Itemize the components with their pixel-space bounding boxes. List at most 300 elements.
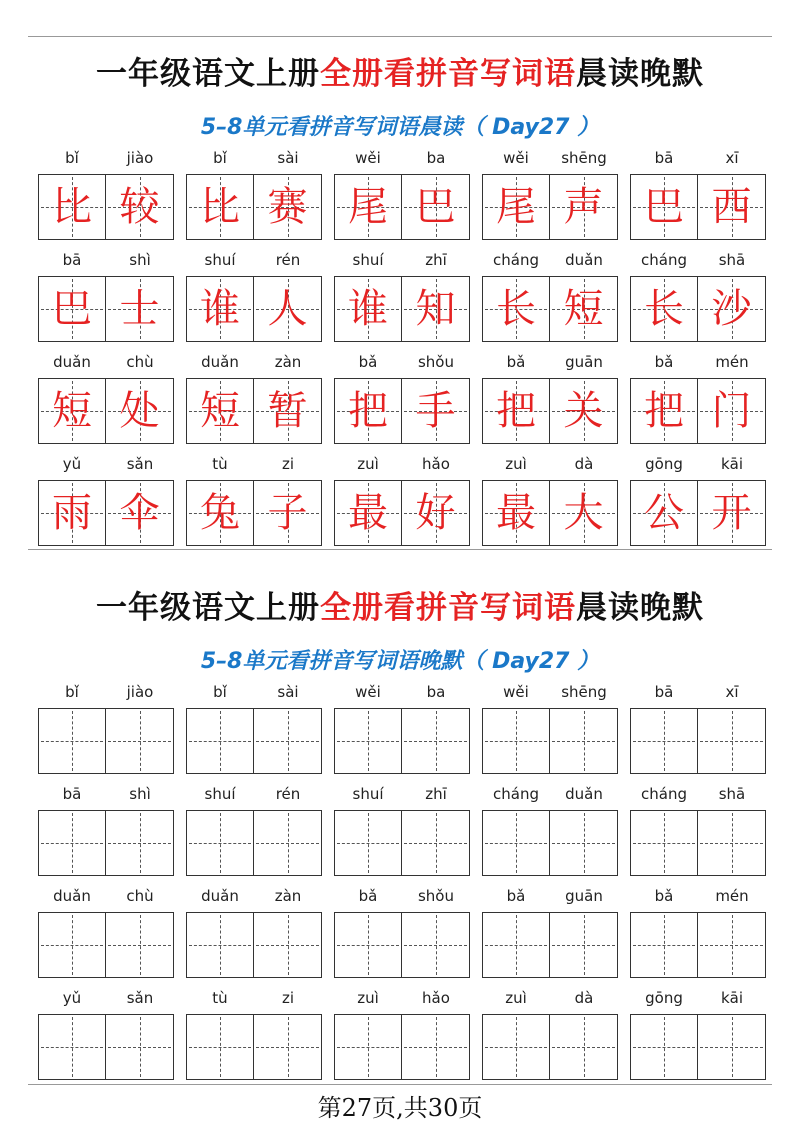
word-cell (334, 988, 470, 1090)
character-box (105, 378, 174, 444)
writing-box[interactable] (334, 810, 402, 876)
guide-line-vertical (220, 711, 221, 771)
pinyin-label: zuì (505, 455, 527, 473)
writing-box[interactable] (549, 810, 618, 876)
character-box (482, 480, 550, 546)
writing-box[interactable] (334, 912, 402, 978)
word-cell (482, 454, 618, 556)
writing-box[interactable] (253, 912, 322, 978)
character-box (186, 174, 254, 240)
hanzi-character: 门 (711, 388, 752, 434)
title-part-2: 晨读晚默 (576, 56, 704, 92)
guide-line-vertical (288, 1017, 289, 1077)
writing-box[interactable] (334, 708, 402, 774)
word-cell (38, 784, 174, 886)
character-box (38, 480, 106, 546)
pinyin-label: gōng (645, 989, 683, 1007)
pinyin-label: bǎ (654, 887, 674, 905)
guide-line-vertical (436, 1017, 437, 1077)
pinyin-label: shuí (352, 785, 384, 803)
hanzi-character: 声 (563, 184, 604, 230)
pinyin-label: bǐ (65, 149, 79, 167)
hanzi-character: 公 (644, 490, 684, 536)
pinyin-label: zàn (274, 887, 302, 905)
writing-box[interactable] (630, 810, 698, 876)
guide-line-vertical (220, 1017, 221, 1077)
word-cell (630, 886, 766, 988)
character-box (334, 378, 402, 444)
word-cell (334, 148, 470, 250)
pinyin-label: ba (426, 683, 446, 701)
hanzi-character: 大 (563, 490, 604, 536)
character-box (482, 276, 550, 342)
pinyin-label: tù (212, 989, 228, 1007)
guide-line-vertical (368, 1017, 369, 1077)
guide-line-vertical (584, 813, 585, 873)
hanzi-character: 长 (496, 286, 536, 332)
word-cell (482, 250, 618, 352)
page-number: 第27页,共30页 (317, 1094, 483, 1122)
writing-box[interactable] (105, 1014, 174, 1080)
writing-box[interactable] (401, 708, 470, 774)
writing-box[interactable] (482, 912, 550, 978)
pinyin-label: shuí (204, 251, 236, 269)
hanzi-character: 巴 (644, 184, 684, 230)
hanzi-character: 开 (711, 490, 752, 536)
word-cell (186, 148, 322, 250)
word-cell (38, 352, 174, 454)
writing-box[interactable] (186, 708, 254, 774)
word-cell (482, 784, 618, 886)
hanzi-character: 把 (496, 388, 536, 434)
writing-box[interactable] (105, 810, 174, 876)
word-cell (186, 988, 322, 1090)
writing-box[interactable] (38, 708, 106, 774)
pinyin-label: rén (275, 251, 301, 269)
guide-line-vertical (72, 711, 73, 771)
pinyin-label: kāi (720, 989, 744, 1007)
writing-box[interactable] (549, 912, 618, 978)
guide-line-vertical (220, 813, 221, 873)
guide-line-vertical (140, 711, 141, 771)
writing-box[interactable] (401, 810, 470, 876)
pinyin-label: zuì (505, 989, 527, 1007)
writing-box[interactable] (253, 1014, 322, 1080)
word-cell (630, 250, 766, 352)
character-box (630, 378, 698, 444)
pinyin-label: bǎ (506, 887, 526, 905)
section-subtitle: 5–8单元看拼音写词语晨读（ Day27 ） (200, 115, 600, 140)
pinyin-label: shuí (204, 785, 236, 803)
pinyin-label: bā (62, 251, 82, 269)
word-cell (38, 250, 174, 352)
character-box (105, 276, 174, 342)
word-cell (38, 454, 174, 556)
pinyin-label: gōng (645, 455, 683, 473)
pinyin-label: shā (718, 251, 746, 269)
writing-box[interactable] (697, 810, 766, 876)
word-cell (630, 352, 766, 454)
character-box (38, 276, 106, 342)
hanzi-character: 手 (415, 388, 456, 434)
pinyin-label: wěi (355, 683, 381, 701)
pinyin-label: kāi (720, 455, 744, 473)
guide-line-vertical (732, 915, 733, 975)
writing-box[interactable] (697, 708, 766, 774)
pinyin-label: guān (565, 353, 603, 371)
hanzi-character: 把 (644, 388, 684, 434)
pinyin-label: zhī (425, 251, 447, 269)
guide-line-vertical (140, 915, 141, 975)
character-box (105, 174, 174, 240)
pinyin-label: zhī (425, 785, 447, 803)
character-box (253, 174, 322, 240)
word-cell (186, 784, 322, 886)
hanzi-character: 尾 (496, 184, 536, 230)
writing-box[interactable] (253, 708, 322, 774)
character-box (186, 378, 254, 444)
hanzi-character: 长 (644, 286, 684, 332)
hanzi-character: 西 (711, 184, 752, 230)
guide-line-vertical (368, 711, 369, 771)
pinyin-label: dà (574, 455, 594, 473)
guide-line-vertical (732, 813, 733, 873)
writing-box[interactable] (38, 1014, 106, 1080)
word-cell (38, 148, 174, 250)
word-cell (482, 148, 618, 250)
writing-box[interactable] (482, 708, 550, 774)
character-box (401, 276, 470, 342)
pinyin-label: zàn (274, 353, 302, 371)
pinyin-label: bā (654, 683, 674, 701)
pinyin-label: chù (126, 353, 154, 371)
pinyin-label: guān (565, 887, 603, 905)
morning-reading-section (0, 0, 800, 548)
word-cell (482, 352, 618, 454)
guide-line-vertical (368, 915, 369, 975)
hanzi-character: 尾 (348, 184, 388, 230)
guide-line-vertical (436, 711, 437, 771)
word-cell (186, 886, 322, 988)
word-cell (630, 682, 766, 784)
pinyin-label: shì (129, 251, 151, 269)
pinyin-label: bǎ (358, 353, 378, 371)
pinyin-label: duǎn (565, 785, 603, 803)
guide-line-vertical (732, 711, 733, 771)
hanzi-character: 最 (496, 490, 536, 536)
title-highlight: 全册看拼音写词语 (320, 590, 576, 626)
word-row (0, 988, 800, 1090)
word-cell (334, 454, 470, 556)
writing-box[interactable] (186, 810, 254, 876)
pinyin-label: jiào (126, 683, 154, 701)
writing-box[interactable] (630, 708, 698, 774)
page-title (0, 48, 800, 93)
pinyin-label: yǔ (62, 989, 82, 1007)
character-box (630, 174, 698, 240)
character-box (401, 378, 470, 444)
title-part-1: 一年级语文上册 (96, 56, 320, 92)
guide-line-vertical (516, 915, 517, 975)
pinyin-label: shǒu (417, 887, 454, 905)
character-box (482, 174, 550, 240)
guide-line-vertical (584, 711, 585, 771)
hanzi-character: 伞 (119, 490, 160, 536)
hanzi-character: 谁 (200, 286, 240, 332)
hanzi-character: 把 (348, 388, 388, 434)
pinyin-label: hǎo (422, 989, 450, 1007)
word-cell (482, 682, 618, 784)
word-cell (630, 454, 766, 556)
character-box (334, 276, 402, 342)
hanzi-character: 最 (348, 490, 388, 536)
writing-box[interactable] (105, 708, 174, 774)
word-row (0, 454, 800, 556)
guide-line-vertical (220, 915, 221, 975)
guide-line-vertical (664, 813, 665, 873)
pinyin-label: bǐ (213, 683, 227, 701)
pinyin-label: dà (574, 989, 594, 1007)
character-box (630, 276, 698, 342)
word-cell (334, 784, 470, 886)
pinyin-label: duǎn (53, 887, 91, 905)
pinyin-label: duǎn (201, 353, 239, 371)
pinyin-label: rén (275, 785, 301, 803)
hanzi-character: 兔 (200, 490, 240, 536)
pinyin-label: zuì (357, 455, 379, 473)
writing-box[interactable] (630, 912, 698, 978)
character-box (401, 174, 470, 240)
guide-line-vertical (72, 1017, 73, 1077)
pinyin-label: hǎo (422, 455, 450, 473)
word-row (0, 784, 800, 886)
pinyin-label: shǒu (417, 353, 454, 371)
writing-box[interactable] (482, 1014, 550, 1080)
writing-box[interactable] (186, 1014, 254, 1080)
character-box (334, 480, 402, 546)
pinyin-label: cháng (493, 785, 539, 803)
pinyin-label: xī (725, 149, 739, 167)
pinyin-label: mén (715, 353, 749, 371)
hanzi-character: 关 (563, 388, 604, 434)
hanzi-character: 短 (563, 286, 604, 332)
pinyin-label: cháng (641, 785, 687, 803)
character-box (549, 276, 618, 342)
writing-box[interactable] (105, 912, 174, 978)
title-part-2: 晨读晚默 (576, 590, 704, 626)
character-box (630, 480, 698, 546)
guide-line-vertical (664, 711, 665, 771)
guide-line-vertical (288, 915, 289, 975)
guide-line-vertical (436, 813, 437, 873)
title-highlight: 全册看拼音写词语 (320, 56, 576, 92)
pinyin-label: zuì (357, 989, 379, 1007)
character-box (253, 378, 322, 444)
section-subtitle: 5–8单元看拼音写词语晚默（ Day27 ） (200, 649, 600, 674)
bottom-rule (28, 1084, 772, 1085)
pinyin-label: shēng (561, 683, 607, 701)
evening-dictation-section (0, 560, 800, 1080)
guide-line-vertical (516, 711, 517, 771)
character-box (482, 378, 550, 444)
character-box (697, 378, 766, 444)
word-cell (38, 682, 174, 784)
pinyin-label: shā (718, 785, 746, 803)
hanzi-character: 处 (119, 388, 160, 434)
pinyin-label: cháng (493, 251, 539, 269)
character-box (697, 174, 766, 240)
word-cell (38, 886, 174, 988)
character-box (549, 480, 618, 546)
hanzi-character: 雨 (52, 490, 92, 536)
word-cell (482, 886, 618, 988)
pinyin-label: zi (281, 455, 295, 473)
word-cell (186, 250, 322, 352)
pinyin-label: ba (426, 149, 446, 167)
pinyin-label: yǔ (62, 455, 82, 473)
word-cell (186, 352, 322, 454)
word-cell (630, 988, 766, 1090)
guide-line-vertical (288, 813, 289, 873)
pinyin-label: sài (277, 683, 299, 701)
writing-box[interactable] (38, 810, 106, 876)
pinyin-label: duǎn (53, 353, 91, 371)
writing-box[interactable] (697, 912, 766, 978)
pinyin-label: bā (654, 149, 674, 167)
pinyin-label: wěi (355, 149, 381, 167)
pinyin-label: wěi (503, 149, 529, 167)
hanzi-character: 比 (200, 184, 240, 230)
word-row (0, 682, 800, 784)
writing-box[interactable] (401, 912, 470, 978)
writing-box[interactable] (630, 1014, 698, 1080)
word-cell (334, 886, 470, 988)
pinyin-label: sǎn (126, 989, 154, 1007)
writing-box[interactable] (549, 1014, 618, 1080)
character-box (549, 378, 618, 444)
character-box (334, 174, 402, 240)
word-cell (630, 148, 766, 250)
hanzi-character: 巴 (52, 286, 92, 332)
hanzi-character: 短 (52, 388, 92, 434)
hanzi-character: 巴 (415, 184, 456, 230)
character-box (401, 480, 470, 546)
word-cell (482, 988, 618, 1090)
word-cell (186, 682, 322, 784)
pinyin-label: bǐ (65, 683, 79, 701)
hanzi-character: 子 (267, 490, 308, 536)
hanzi-character: 好 (415, 490, 456, 536)
guide-line-vertical (664, 915, 665, 975)
hanzi-character: 暂 (267, 388, 308, 434)
hanzi-character: 短 (200, 388, 240, 434)
character-box (38, 174, 106, 240)
pinyin-label: tù (212, 455, 228, 473)
hanzi-character: 赛 (267, 184, 308, 230)
guide-line-vertical (288, 711, 289, 771)
character-box (186, 276, 254, 342)
hanzi-character: 较 (119, 184, 160, 230)
pinyin-label: duǎn (565, 251, 603, 269)
word-cell (630, 784, 766, 886)
pinyin-label: jiào (126, 149, 154, 167)
pinyin-label: chù (126, 887, 154, 905)
writing-box[interactable] (253, 810, 322, 876)
word-row (0, 886, 800, 988)
pinyin-label: xī (725, 683, 739, 701)
hanzi-character: 士 (119, 286, 160, 332)
writing-box[interactable] (482, 810, 550, 876)
hanzi-character: 沙 (711, 286, 752, 332)
character-box (38, 378, 106, 444)
hanzi-character: 人 (267, 286, 308, 332)
character-box (697, 480, 766, 546)
title-part-1: 一年级语文上册 (96, 590, 320, 626)
pinyin-label: zi (281, 989, 295, 1007)
word-row (0, 352, 800, 454)
character-box (253, 276, 322, 342)
hanzi-character: 比 (52, 184, 92, 230)
guide-line-vertical (368, 813, 369, 873)
writing-box[interactable] (186, 912, 254, 978)
hanzi-character: 知 (415, 286, 456, 332)
guide-line-vertical (72, 813, 73, 873)
pinyin-label: bā (62, 785, 82, 803)
guide-line-vertical (516, 1017, 517, 1077)
guide-line-vertical (584, 1017, 585, 1077)
writing-box[interactable] (697, 1014, 766, 1080)
writing-box[interactable] (38, 912, 106, 978)
pinyin-label: shì (129, 785, 151, 803)
pinyin-label: wěi (503, 683, 529, 701)
guide-line-vertical (436, 915, 437, 975)
guide-line-vertical (72, 915, 73, 975)
guide-line-vertical (516, 813, 517, 873)
guide-line-vertical (140, 813, 141, 873)
writing-box[interactable] (334, 1014, 402, 1080)
guide-line-vertical (664, 1017, 665, 1077)
word-cell (38, 988, 174, 1090)
pinyin-label: sài (277, 149, 299, 167)
pinyin-label: shēng (561, 149, 607, 167)
word-cell (334, 352, 470, 454)
pinyin-label: cháng (641, 251, 687, 269)
character-box (105, 480, 174, 546)
word-row (0, 148, 800, 250)
character-box (186, 480, 254, 546)
section-divider (28, 549, 772, 550)
guide-line-vertical (140, 1017, 141, 1077)
pinyin-label: shuí (352, 251, 384, 269)
writing-box[interactable] (401, 1014, 470, 1080)
pinyin-label: sǎn (126, 455, 154, 473)
pinyin-label: bǐ (213, 149, 227, 167)
word-cell (334, 682, 470, 784)
guide-line-vertical (732, 1017, 733, 1077)
character-box (549, 174, 618, 240)
pinyin-label: bǎ (506, 353, 526, 371)
pinyin-label: mén (715, 887, 749, 905)
word-cell (186, 454, 322, 556)
writing-box[interactable] (549, 708, 618, 774)
hanzi-character: 谁 (348, 286, 388, 332)
guide-line-vertical (584, 915, 585, 975)
character-box (253, 480, 322, 546)
page-title (0, 582, 800, 627)
character-box (697, 276, 766, 342)
pinyin-label: bǎ (358, 887, 378, 905)
word-row (0, 250, 800, 352)
